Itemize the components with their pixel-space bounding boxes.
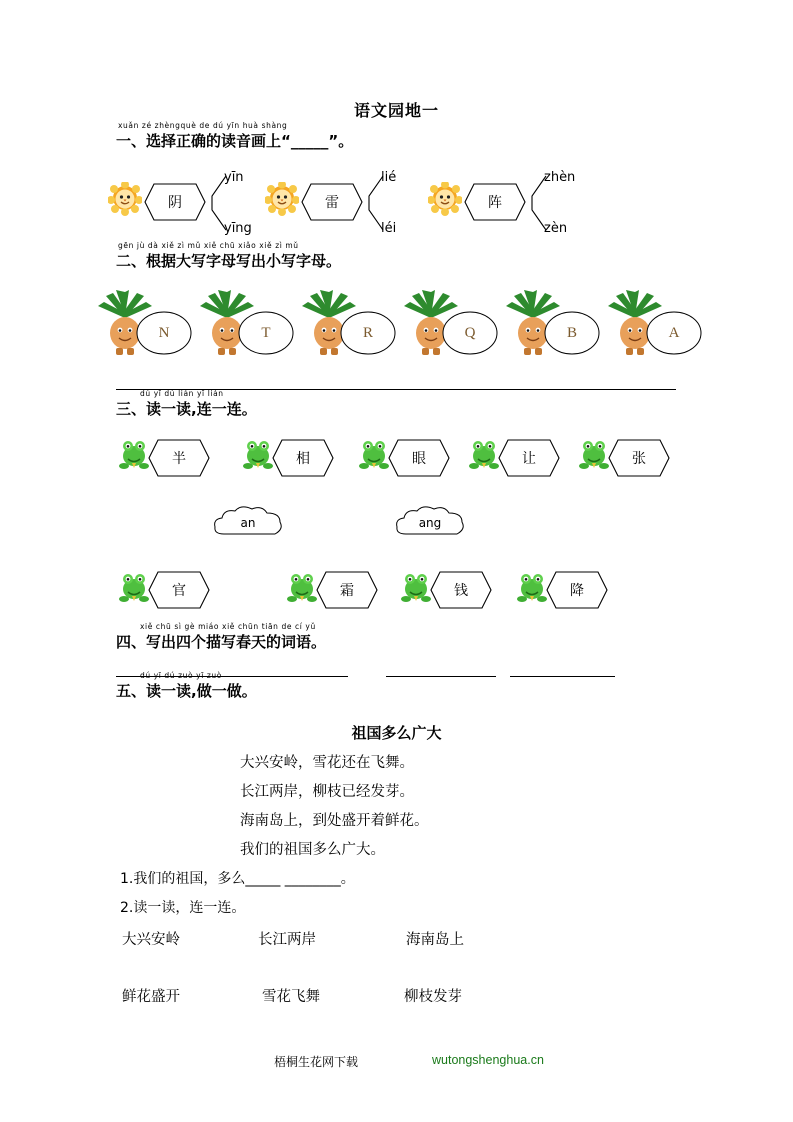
lion-icon-2 [265, 182, 299, 223]
section-4-heading: 四、写出四个描写春天的词语。 [116, 633, 327, 651]
letter-uppercase: A [668, 324, 680, 341]
match-top-2[interactable]: 长江两岸 [258, 932, 316, 948]
lion-icon [108, 182, 142, 223]
match-top-3[interactable]: 海南岛上 [406, 932, 464, 948]
section-5-heading: 五、读一读,做一做。 [116, 682, 257, 700]
poem-title: 祖国多么广大 [351, 724, 442, 742]
letter-oval-A [646, 311, 702, 355]
word-hex-label: 眼 [412, 451, 426, 467]
footer-site-url[interactable]: wutongshenghua.cn [432, 1053, 544, 1067]
pinyin-option-lei-2[interactable]: léi [381, 221, 397, 236]
word-hex-ban [148, 439, 210, 477]
frog-icon-2 [242, 437, 274, 476]
match-bottom-1[interactable]: 鲜花盛开 [122, 989, 180, 1005]
footer-site-name: 梧桐生花网下载 [274, 1055, 359, 1069]
poem-line-2: 长江两岸，柳枝已经发芽。 [240, 784, 414, 800]
pinyin-option-lei-1[interactable]: lié [381, 170, 397, 185]
letter-uppercase: N [158, 324, 170, 341]
section-3-pinyin: dú yī dú lián yī lián [140, 389, 224, 398]
poem-line-4: 我们的祖国多么广大。 [240, 842, 385, 858]
choice-char-label: 阴 [168, 195, 182, 211]
word-hex-label: 半 [172, 451, 186, 467]
letter-uppercase: R [362, 324, 373, 341]
section-2-pinyin: gēn jù dà xiě zì mǔ xiě chū xiǎo xiě zì mǔ [118, 241, 299, 250]
frog-icon-8 [400, 570, 432, 609]
word-hex-guan [148, 571, 210, 609]
match-bottom-2[interactable]: 雪花飞舞 [262, 989, 320, 1005]
word-hex-label: 钱 [454, 583, 468, 599]
page-title: 语文园地一 [353, 101, 439, 120]
word-hex-label: 张 [632, 451, 646, 467]
question-2: 2.读一读，连一连。 [120, 900, 246, 916]
choice-char-label: 雷 [325, 195, 339, 211]
pinyin-option-zhen-1[interactable]: zhèn [544, 170, 576, 185]
section-4-pinyin: xiě chū sì gè miáo xiě chūn tiān de cí yǔ [140, 622, 316, 631]
choice-char-zhen [464, 183, 526, 221]
frog-icon-3 [358, 437, 390, 476]
word-hex-label: 降 [570, 583, 584, 599]
lion-icon-3 [428, 182, 462, 223]
word-hex-jiang [546, 571, 608, 609]
frog-icon-4 [468, 437, 500, 476]
word-hex-label: 让 [522, 451, 536, 467]
match-bottom-3[interactable]: 柳枝发芽 [404, 989, 462, 1005]
word-hex-label: 官 [172, 583, 186, 599]
cloud-label: ang [418, 516, 442, 530]
question-1: 1.我们的祖国，多么_____ ________。 [120, 871, 355, 887]
choice-char-label: 阵 [488, 195, 502, 211]
word-hex-label: 霜 [340, 583, 354, 599]
section-5-pinyin: dú yī dú zuò yī zuò [140, 671, 222, 680]
word-hex-yan [388, 439, 450, 477]
letter-oval-Q [442, 311, 498, 355]
section-3-heading: 三、读一读,连一连。 [116, 400, 257, 418]
cloud-ang [392, 503, 468, 543]
cloud-label: an [240, 516, 256, 530]
word-hex-zhang [608, 439, 670, 477]
letter-oval-B [544, 311, 600, 355]
letter-uppercase: T [261, 324, 271, 341]
pinyin-option-yin-1[interactable]: yīn [224, 170, 244, 185]
letter-oval-N [136, 311, 192, 355]
choice-char-yin [144, 183, 206, 221]
letter-oval-T [238, 311, 294, 355]
word-hex-label: 相 [296, 451, 310, 467]
frog-icon-5 [578, 437, 610, 476]
word-hex-rang [498, 439, 560, 477]
answer-line-4-3[interactable] [510, 676, 615, 677]
choice-char-lei [301, 183, 363, 221]
word-hex-qian [430, 571, 492, 609]
match-top-1[interactable]: 大兴安岭 [122, 932, 180, 948]
pinyin-option-zhen-2[interactable]: zèn [544, 221, 568, 236]
frog-icon-7 [286, 570, 318, 609]
frog-icon-1 [118, 437, 150, 476]
frog-icon-9 [516, 570, 548, 609]
poem-line-3: 海南岛上，到处盛开着鲜花。 [240, 813, 429, 829]
letter-oval-R [340, 311, 396, 355]
frog-icon-6 [118, 570, 150, 609]
word-hex-xiang [272, 439, 334, 477]
answer-line-4-2[interactable] [386, 676, 496, 677]
section-1-pinyin: xuǎn zé zhèngquè de dú yīn huà shàng [118, 121, 288, 130]
pinyin-option-yin-2[interactable]: yīng [224, 221, 252, 236]
word-hex-shuang [316, 571, 378, 609]
cloud-an [210, 503, 286, 543]
letter-uppercase: B [566, 324, 577, 341]
section-2-heading: 二、根据大写字母写出小写字母。 [116, 252, 342, 270]
letter-uppercase: Q [464, 324, 476, 341]
section-1-heading: 一、选择正确的读音画上“_____”。 [116, 132, 354, 150]
poem-line-1: 大兴安岭，雪花还在飞舞。 [240, 755, 414, 771]
